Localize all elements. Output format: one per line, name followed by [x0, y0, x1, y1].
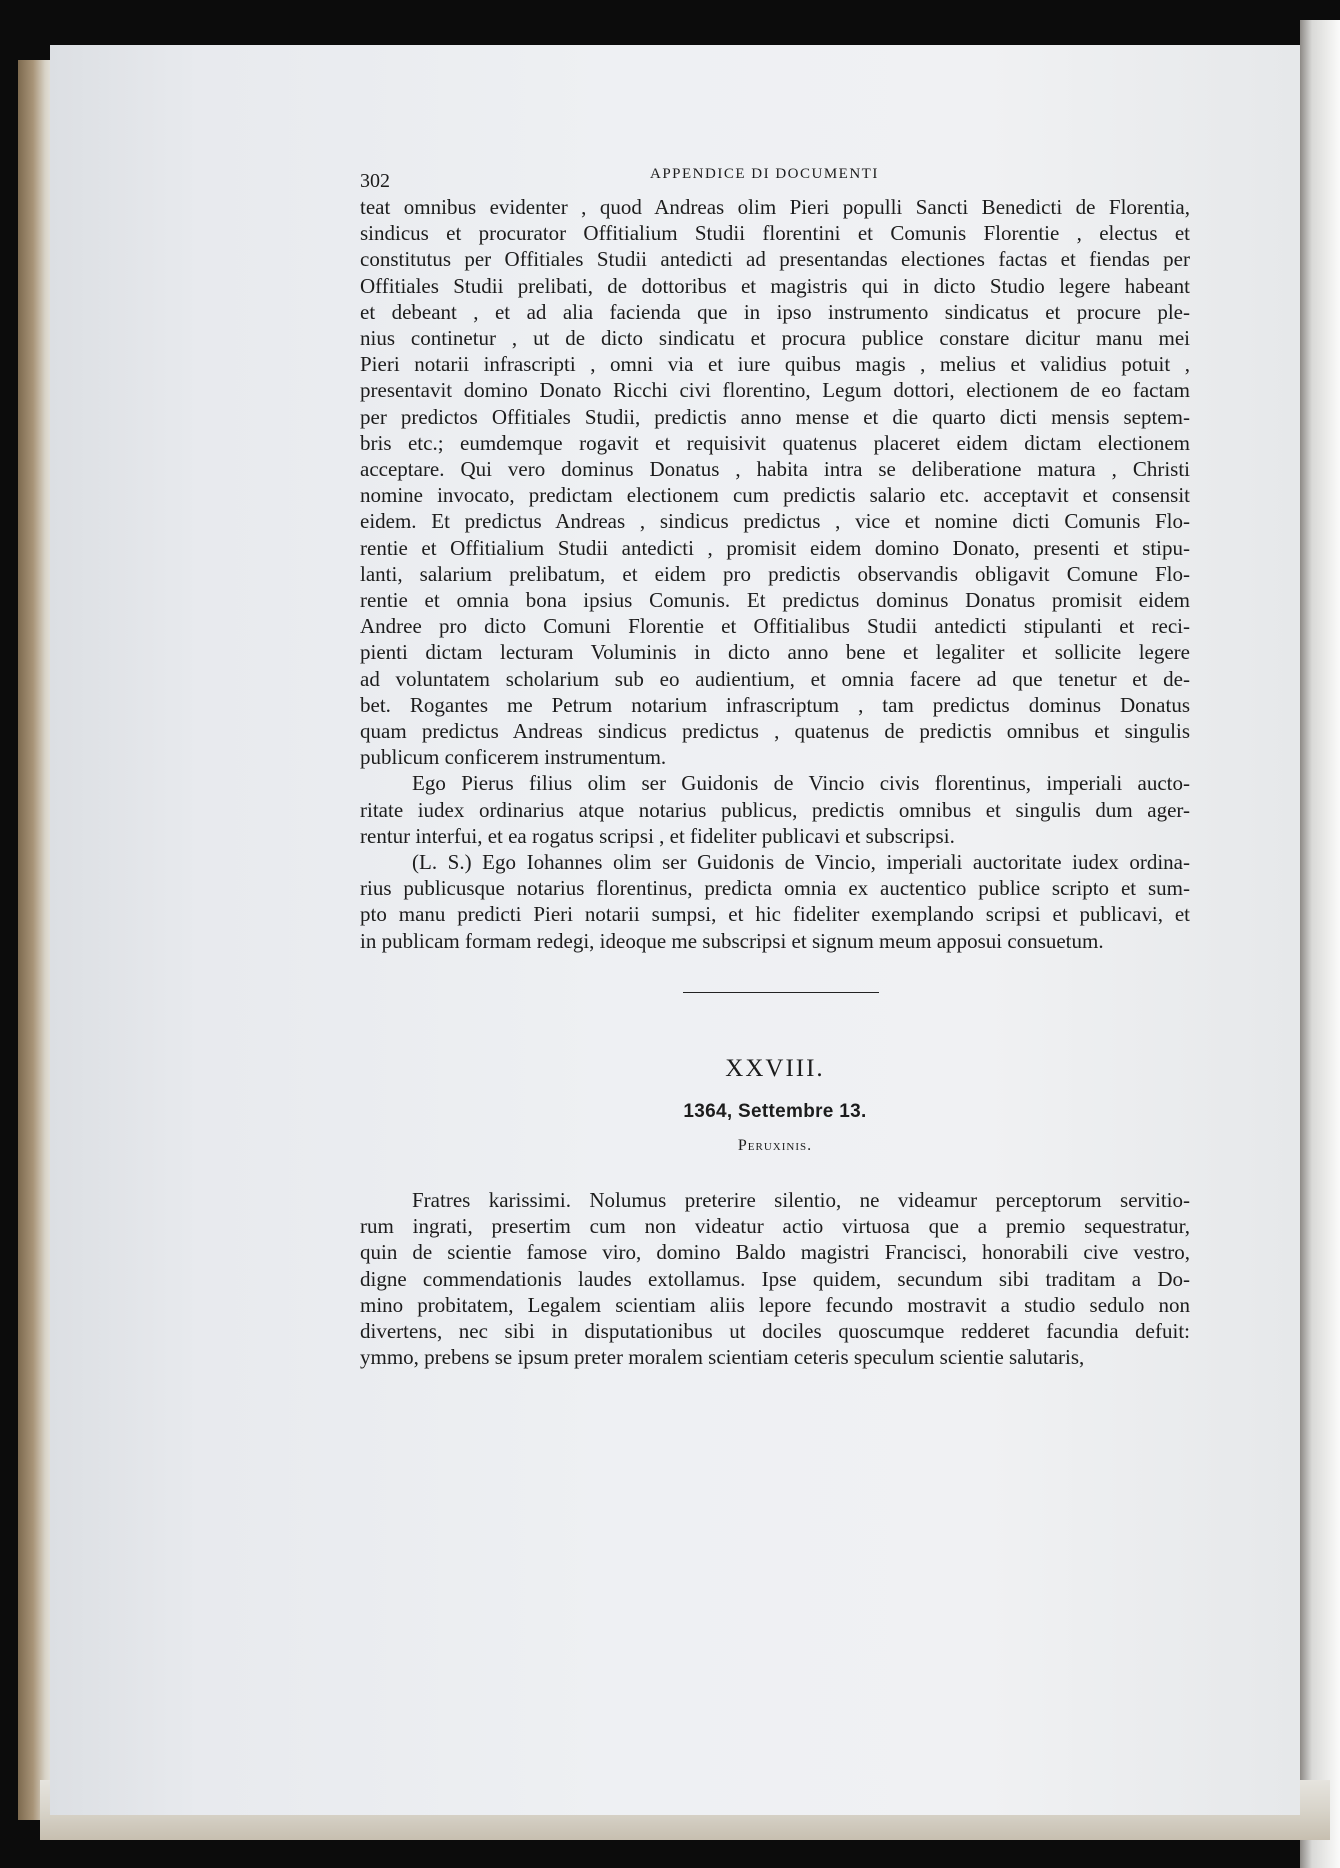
text-line: rum ingrati, presertim cum non videatur actio virtuosa que a premio sequestratur,: [360, 1214, 1190, 1239]
adjacent-page: [1300, 20, 1340, 1868]
text-line: sindicus et procurator Offitialium Studii florentini et Comunis Florentie , electus et: [360, 221, 1190, 246]
text-line: presentavit domino Donato Ricchi civi florentino, Legum dottori, electionem de eo factam: [360, 378, 1190, 403]
text-line: constitutus per Offitiales Studii antedicti ad presentandas electiones factas et fiendas per: [360, 247, 1190, 272]
text-line: pto manu predicti Pieri notarii sumpsi, et hic fideliter exemplando scripsi et publicavi, et: [360, 902, 1190, 927]
running-title: APPENDICE DI DOCUMENTI: [650, 166, 879, 182]
text-line: divertens, nec sibi in disputationibus ut dociles quoscumque redderet facundia defuit:: [360, 1318, 1190, 1343]
text-line: (L. S.) Ego Iohannes olim ser Guidonis de Vincio, imperiali auctoritate iudex ordina-: [412, 850, 1190, 875]
text-line: Fratres karissimi. Nolumus preterire silentio, ne videamur perceptorum servitio-: [412, 1187, 1190, 1212]
text-line: quam predictus Andreas sindicus predictus , quatenus de predictis omnibus et singulis: [360, 719, 1190, 744]
text-line: nius continetur , ut de dicto sindicatu et procura publice constare dicitur manu mei: [360, 326, 1190, 351]
text-line: quin de scientie famose viro, domino Baldo magistri Francisci, honorabili cive vestro,: [360, 1240, 1190, 1265]
text-line: eidem. Et predictus Andreas , sindicus predictus , vice et nomine dicti Comunis Flo-: [360, 509, 1190, 534]
text-line: lanti, salarium prelibatum, et eidem pro predictis observandis obligavit Comune Flo-: [360, 561, 1190, 586]
text-line: rius publicusque notarius florentinus, predicta omnia ex auctentico publice scripto et sum-: [360, 876, 1190, 901]
text-line: Pieri notarii infrascripti , omni via et iure quibus magis , melius et validius potuit ,: [360, 352, 1190, 377]
section-divider: [683, 992, 879, 993]
paragraph-1: [360, 194, 1190, 770]
running-head: [360, 160, 1190, 194]
text-line: nomine invocato, predictam electionem cum predictis salario etc. acceptavit et consensit: [360, 483, 1190, 508]
text-line: et debeant , et ad alia facienda que in ipso instrumento sindicatus et procure ple-: [360, 299, 1190, 324]
text-line: Andree pro dicto Comuni Florentie et Offitialibus Studii antedicti stipulanti et reci-: [360, 614, 1190, 639]
text-line: ymmo, prebens se ipsum preter moralem scientiam ceteris speculum scientie salutaris,: [360, 1345, 1085, 1370]
text-line: ritate iudex ordinarius atque notarius publicus, predictis omnibus et singulis dum ager-: [360, 797, 1190, 822]
text-line: bet. Rogantes me Petrum notarium infrascriptum , tam predictus dominus Donatus: [360, 692, 1190, 717]
page-content: [360, 160, 1190, 1370]
text-line: digne commendationis laudes extollamus. Ipse quidem, secundum sibi traditam a Do-: [360, 1266, 1190, 1291]
page-number: 302: [360, 170, 390, 192]
text-line: teat omnibus evidenter , quod Andreas olim Pieri populli Sancti Benedicti de Florentia,: [360, 195, 1190, 219]
text-line: ad voluntatem scholarium sub eo audientium, et omnia facere ad que tenetur et de-: [360, 666, 1190, 691]
text-line: publicum conficerem instrumentum.: [360, 745, 667, 770]
text-line: per predictos Offitiales Studii, predictis anno mense et die quarto dicti mensis septem-: [360, 404, 1190, 429]
text-line: pienti dictam lecturam Voluminis in dicto anno bene et legaliter et sollicite legere: [360, 640, 1190, 665]
text-line: mino probitatem, Legalem scientiam aliis lepore fecundo mostravit a studio sedulo non: [360, 1292, 1190, 1317]
text-line: rentie et Offitialium Studii antedicti , promisit eidem domino Donato, presenti et stipu-: [360, 535, 1190, 560]
paragraph-2: [360, 770, 1190, 849]
document-number: XXVIII.: [725, 1054, 825, 1082]
text-line: in publicam formam redegi, ideoque me subscripsi et signum meum apposui consuetum.: [360, 928, 1104, 953]
text-line: bris etc.; eumdemque rogavit et requisivit quatenus placeret eidem dictam electionem: [360, 430, 1190, 455]
text-line: rentie et omnia bona ipsius Comunis. Et predictus dominus Donatus promisit eidem: [360, 588, 1190, 613]
letter-text: [360, 1187, 1190, 1370]
text-line: Offitiales Studii prelibati, de dottoribus et magistris qui in dicto Studio legere habeant: [360, 273, 1190, 298]
text-line: acceptare. Qui vero dominus Donatus , habita intra se deliberatione matura , Christi: [360, 457, 1190, 482]
document-date: 1364, Settembre 13.: [683, 1100, 867, 1122]
text-line: Ego Pierus filius olim ser Guidonis de Vincio civis florentinus, imperiali aucto-: [412, 771, 1190, 796]
text-line: rentur interfui, et ea rogatus scripsi , et fideliter publicavi et subscripsi.: [360, 823, 955, 848]
document-place: Peruxinis.: [737, 1136, 813, 1154]
paragraph-3: [360, 849, 1190, 954]
